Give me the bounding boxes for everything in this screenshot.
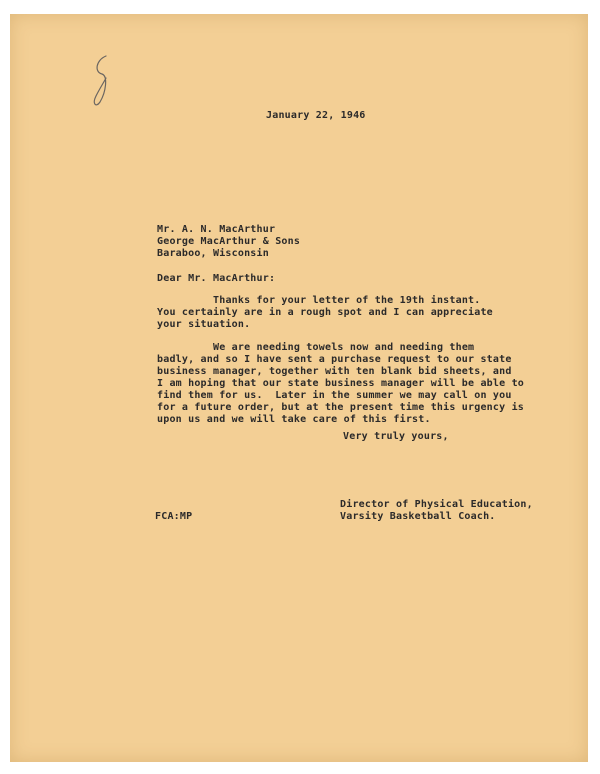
paragraph-2-line: find them for us. Later in the summer we may call on you	[157, 390, 512, 401]
paragraph-2-line: for a future order, but at the present time this urgency is	[157, 402, 525, 413]
pencil-annotation-mark	[88, 52, 118, 112]
paragraph-2-line: I am hoping that our state business manager will be able to	[157, 378, 525, 389]
recipient-name: Mr. A. N. MacArthur	[157, 224, 276, 235]
signature-title-line-1: Director of Physical Education,	[340, 499, 533, 510]
closing: Very truly yours,	[343, 431, 449, 442]
recipient-company: George MacArthur & Sons	[157, 236, 301, 247]
typist-initials: FCA:MP	[155, 511, 193, 522]
letter-page	[10, 14, 588, 762]
paragraph-2-line: badly, and so I have sent a purchase request to our state	[157, 354, 512, 365]
recipient-city: Baraboo, Wisconsin	[157, 248, 269, 259]
paragraph-2-line: We are needing towels now and needing them	[213, 342, 475, 353]
paragraph-2-line: upon us and we will take care of this first.	[157, 414, 431, 425]
salutation: Dear Mr. MacArthur:	[157, 273, 276, 284]
paragraph-2-line: business manager, together with ten blank bid sheets, and	[157, 366, 512, 377]
paragraph-1-line: your situation.	[157, 319, 251, 330]
signature-title-line-2: Varsity Basketball Coach.	[340, 511, 496, 522]
letter-date: January 22, 1946	[266, 110, 366, 121]
paragraph-1-line: You certainly are in a rough spot and I can appreciate	[157, 307, 493, 318]
paragraph-1-line: Thanks for your letter of the 19th instant.	[213, 295, 481, 306]
